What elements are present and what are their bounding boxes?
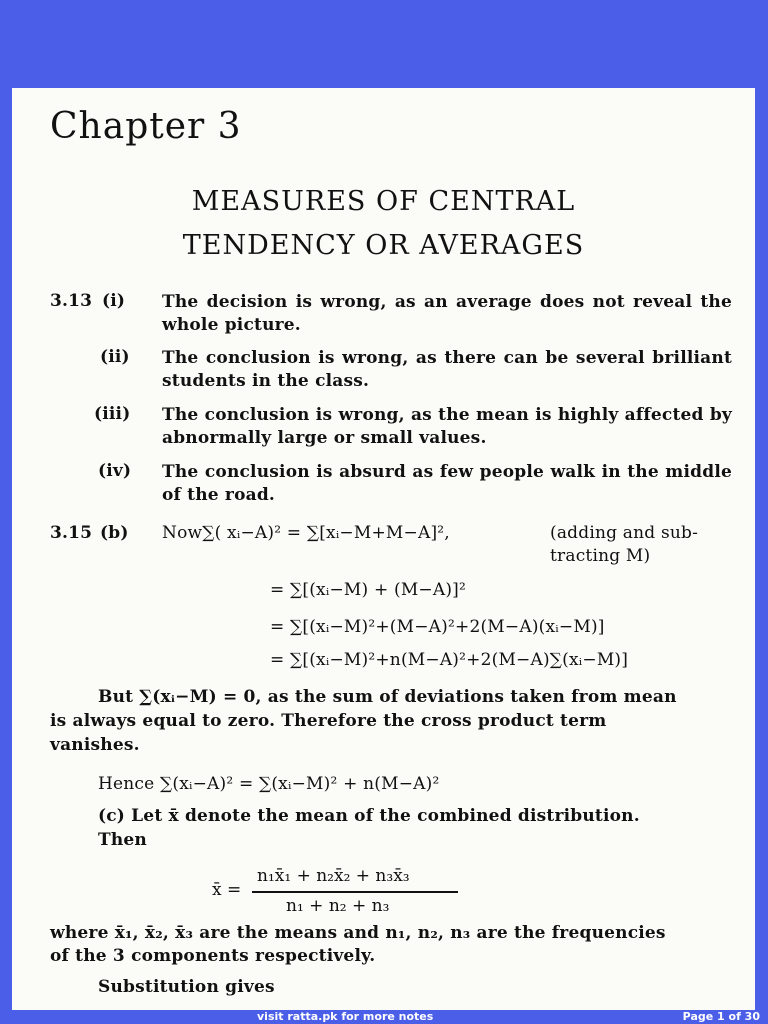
item-text: The decision is wrong, as an average does not reveal the whole picture. bbox=[162, 292, 732, 335]
question-number-313: 3.13 bbox=[50, 291, 93, 311]
chapter-title-line-2: TENDENCY OR AVERAGES bbox=[182, 230, 585, 261]
equation-1: Now∑( xᵢ−A)² = ∑[xᵢ−M+M−A]², bbox=[162, 523, 450, 543]
equation-note: tracting M) bbox=[550, 546, 651, 566]
equation-2: = ∑[(xᵢ−M) + (M−A)]² bbox=[270, 580, 467, 600]
item-label: (iv) bbox=[98, 461, 132, 481]
formula-numerator: n₁x̄₁ + n₂x̄₂ + n₃x̄₃ bbox=[257, 866, 410, 886]
footer-note[interactable]: visit ratta.pk for more notes bbox=[257, 1010, 434, 1023]
chapter-heading: Chapter 3 bbox=[50, 106, 242, 147]
part-c-line: Then bbox=[98, 830, 147, 850]
question-number-315: 3.15 bbox=[50, 523, 93, 543]
part-c-line: (c) Let x̄ denote the mean of the combined distribution. bbox=[98, 806, 640, 826]
item-text: The conclusion is wrong, as there can be several brilliant students in the class. bbox=[162, 348, 732, 391]
equation-4: = ∑[(xᵢ−M)²+n(M−A)²+2(M−A)∑(xᵢ−M)] bbox=[270, 650, 629, 670]
equation-note: (adding and sub- bbox=[550, 523, 699, 543]
footer-bar bbox=[0, 1010, 768, 1024]
document-page bbox=[12, 88, 755, 1010]
formula-denominator: n₁ + n₂ + n₃ bbox=[286, 896, 390, 916]
fraction-bar bbox=[252, 891, 458, 893]
formula-lhs: x̄ = bbox=[212, 880, 242, 900]
paragraph-line: But ∑(xᵢ−M) = 0, as the sum of deviations taken from mean bbox=[98, 687, 677, 707]
item-text: The conclusion is wrong, as the mean is highly affected by abnormally large or small values. bbox=[162, 405, 732, 448]
page-indicator: Page 1 of 30 bbox=[682, 1010, 760, 1023]
paragraph-line: where x̄₁, x̄₂, x̄₃ are the means and n₁, n₂, n₃ are the frequencies bbox=[50, 923, 666, 943]
item-text: The conclusion is absurd as few people walk in the middle of the road. bbox=[162, 462, 732, 505]
equation-3: = ∑[(xᵢ−M)²+(M−A)²+2(M−A)(xᵢ−M)] bbox=[270, 617, 605, 637]
chapter-title-line-1: MEASURES OF CENTRAL bbox=[191, 186, 576, 217]
paragraph-line: is always equal to zero. Therefore the cross product term bbox=[50, 711, 607, 731]
paragraph-line: Substitution gives bbox=[98, 977, 275, 997]
paragraph-line: vanishes. bbox=[50, 735, 140, 755]
item-label: (b) bbox=[100, 523, 129, 543]
paragraph-line: of the 3 components respectively. bbox=[50, 946, 376, 966]
item-label: (i) bbox=[102, 291, 126, 311]
item-label: (ii) bbox=[100, 347, 130, 367]
item-label: (iii) bbox=[94, 404, 131, 424]
hence-equation: Hence ∑(xᵢ−A)² = ∑(xᵢ−M)² + n(M−A)² bbox=[98, 774, 440, 794]
